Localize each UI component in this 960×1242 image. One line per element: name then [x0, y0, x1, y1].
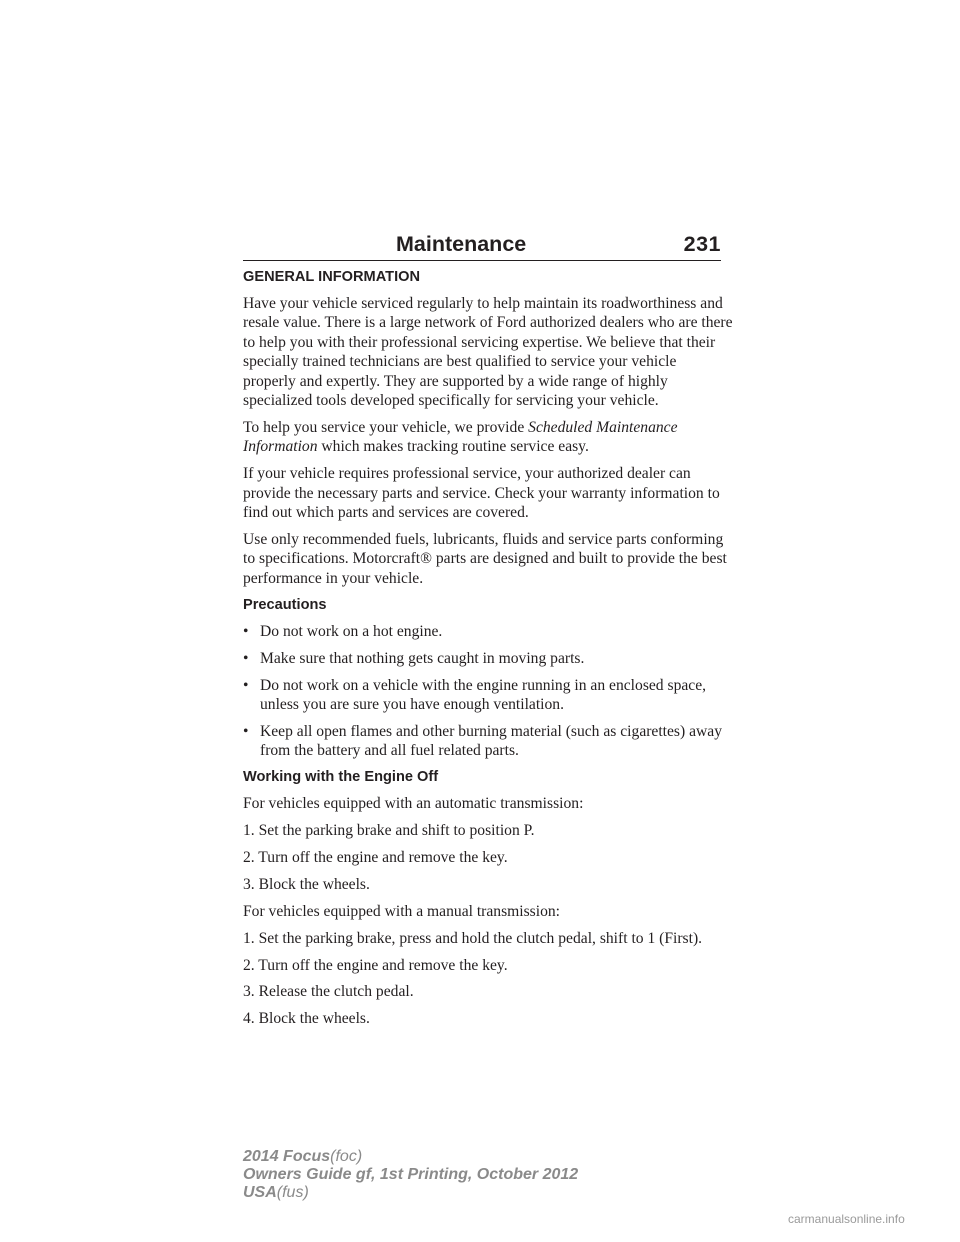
general-information-heading: GENERAL INFORMATION: [243, 269, 421, 285]
footer-market-code: (fus): [276, 1184, 309, 1201]
manual-step-1: 1. Set the parking brake, press and hold the clutch pedal, shift to 1 (First).: [243, 929, 703, 947]
precautions-heading: Precautions: [243, 596, 327, 613]
footer-line-2: Owners Guide gf, 1st Printing, October 2012: [243, 1166, 579, 1183]
manual-step-4: 4. Block the wheels.: [243, 1010, 370, 1028]
footer-market: USA: [243, 1184, 277, 1201]
bullet: •: [243, 676, 249, 694]
page-number: 231: [683, 232, 721, 256]
precautions-list: [243, 622, 733, 761]
bullet: •: [243, 622, 249, 640]
watermark-text: carmanualsonline.info: [788, 1212, 905, 1226]
manual-step-2: 2. Turn off the engine and remove the key.: [243, 956, 508, 974]
footer-model: 2014 Focus: [243, 1148, 331, 1165]
scheduled-maintenance-reference: Scheduled Maintenance Information: [243, 418, 678, 456]
list-item: [243, 649, 733, 668]
general-paragraph-1: Have your vehicle serviced regularly to help maintain its roadworthiness and resale value. There is a large network of Ford authorized dealers who are there to help you with their professional servicing expertise. We believe that their specially trained technicians are best qualified to service your vehicle properly and expertly. They are supported by a wide range of highly specialized tools developed specifically for servicing your vehicle.: [243, 295, 733, 410]
general-paragraph-4: Use only recommended fuels, lubricants, fluids and service parts conforming to specifications. Motorcraft® parts are designed and built to provide the best performance in your vehicle.: [243, 530, 727, 587]
list-item-text: Make sure that nothing gets caught in moving parts.: [260, 649, 585, 667]
section-title: Maintenance: [396, 232, 527, 256]
list-item-text: Do not work on a hot engine.: [260, 622, 443, 640]
manual-intro: For vehicles equipped with a manual transmission:: [243, 902, 561, 920]
automatic-step-1: 1. Set the parking brake and shift to position P.: [243, 822, 535, 840]
print-footer: [243, 1148, 578, 1202]
list-item-text: Keep all open flames and other burning material (such as cigarettes) away from the battery and all fuel related parts.: [260, 722, 722, 760]
engine-off-heading: Working with the Engine Off: [243, 769, 439, 786]
page-header: [243, 232, 721, 257]
header-rule: [243, 260, 721, 261]
paragraph-2-start: To help you service your vehicle, we provide: [243, 418, 529, 436]
automatic-step-2: 2. Turn off the engine and remove the key.: [243, 848, 508, 866]
manual-step-3: 3. Release the clutch pedal.: [243, 983, 414, 1001]
list-item: [243, 622, 733, 641]
general-paragraph-3: If your vehicle requires professional service, your authorized dealer can provide the necessary parts and service. Check your warranty information to find out which parts and services are covered.: [243, 465, 720, 522]
footer-model-code: (foc): [330, 1148, 363, 1165]
footer-line-1: [243, 1148, 578, 1166]
automatic-intro: For vehicles equipped with an automatic transmission:: [243, 795, 584, 813]
bullet: •: [243, 649, 249, 667]
list-item: [243, 676, 733, 715]
bullet: •: [243, 722, 249, 740]
page-content: [243, 268, 733, 1036]
list-item: [243, 722, 733, 761]
footer-line-3: [243, 1184, 578, 1202]
automatic-step-3: 3. Block the wheels.: [243, 875, 370, 893]
list-item-text: Do not work on a vehicle with the engine running in an enclosed space, unless you are sure you have enough ventilation.: [260, 676, 707, 713]
general-paragraph-2: [243, 418, 733, 457]
paragraph-2-end: which makes tracking routine service easy.: [317, 438, 589, 456]
